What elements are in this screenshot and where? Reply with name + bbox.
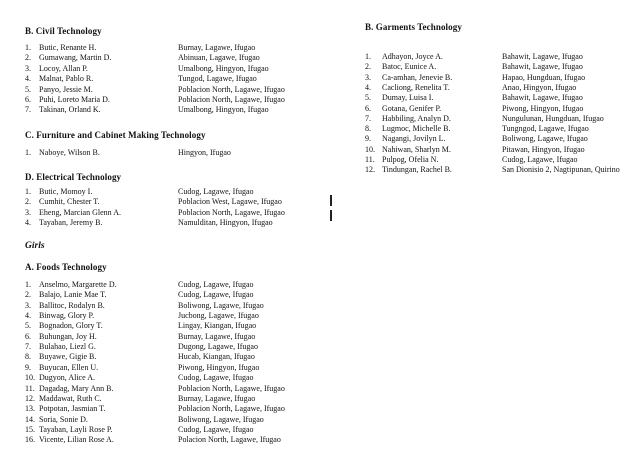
student-name: Pulpog, Ofelia N. bbox=[382, 155, 439, 164]
item-number: 15. bbox=[25, 424, 35, 434]
electrical-technology-heading: D. Electrical Technology bbox=[25, 172, 122, 182]
student-name: Cumhit, Chester T. bbox=[39, 197, 100, 207]
student-name: Tayaban, Jeremy B. bbox=[39, 218, 103, 228]
student-name: Locoy, Allan P. bbox=[39, 63, 88, 73]
student-name: Soria, Sonie D. bbox=[39, 414, 88, 424]
garments-technology-heading: B. Garments Technology bbox=[365, 22, 462, 32]
student-address: Bahawit, Lagawe, Ifugao bbox=[502, 52, 583, 61]
civil-technology-heading: B. Civil Technology bbox=[25, 26, 102, 36]
item-number: 1. bbox=[25, 280, 31, 289]
student-name: Nagangi, Jovilyn L. bbox=[382, 134, 446, 144]
furniture-technology-heading: C. Furniture and Cabinet Making Technology bbox=[25, 130, 206, 140]
item-number: 11. bbox=[365, 155, 375, 164]
student-name: Lugmoc, Michelle B. bbox=[382, 124, 451, 134]
item-number: 6. bbox=[25, 95, 31, 104]
item-number: 1. bbox=[25, 148, 31, 157]
student-name: Bognadon, Glory T. bbox=[39, 321, 103, 331]
student-address: Anao, Hingyon, Ifugao bbox=[502, 82, 577, 92]
item-number: 2. bbox=[25, 290, 31, 300]
item-number: 5. bbox=[25, 321, 31, 331]
student-name: Nahiwan, Sharlyn M. bbox=[382, 144, 451, 154]
item-number: 9. bbox=[365, 134, 371, 144]
item-number: 2. bbox=[365, 62, 371, 72]
student-name: Bulahao, Liezl G. bbox=[39, 342, 96, 352]
student-name: Dagadag, Mary Ann B. bbox=[39, 383, 114, 393]
foods-technology-heading: A. Foods Technology bbox=[25, 262, 107, 272]
student-address: Bahawit, Lagawe, Ifugao bbox=[502, 93, 583, 103]
item-number: 3. bbox=[25, 63, 31, 73]
student-name: Tayaban, Layli Rose P. bbox=[39, 424, 113, 434]
item-number: 2. bbox=[25, 53, 31, 63]
student-address: Cudog, Lagawe, Ifugao bbox=[502, 155, 578, 164]
student-name: Panyo, Jessie M. bbox=[39, 84, 93, 94]
student-address: Piwong, Hingyon, Ifugao bbox=[502, 103, 584, 113]
item-number: 6. bbox=[25, 331, 31, 341]
student-name: Cacliong, Renelita T. bbox=[382, 82, 450, 92]
student-name: Balajo, Lanie Mae T. bbox=[39, 290, 107, 300]
item-number: 7. bbox=[365, 113, 371, 123]
student-name: Gotana, Genifer P. bbox=[382, 103, 442, 113]
student-name: Naboye, Wilson B. bbox=[39, 148, 100, 157]
item-number: 3. bbox=[365, 72, 371, 82]
item-number: 14. bbox=[25, 414, 35, 424]
student-address: Cudog, Lagawe, Ifugao bbox=[178, 280, 254, 289]
student-name: Buyucan, Ellen U. bbox=[39, 362, 99, 372]
student-address: Umalbong, Hingyon, Ifugao bbox=[178, 63, 269, 73]
item-number: 4. bbox=[25, 218, 31, 228]
girls-heading: Girls bbox=[25, 241, 45, 251]
student-name: Takinan, Orland K. bbox=[39, 105, 101, 115]
student-address: Burnay, Lagawe, Ifugao bbox=[178, 43, 256, 52]
student-name: Dugyon, Alice A. bbox=[39, 373, 95, 383]
scan-mark bbox=[330, 210, 332, 221]
student-address: Cudog, Lagawe, Ifugao bbox=[178, 373, 254, 383]
item-number: 3. bbox=[25, 207, 31, 217]
student-address: San Dionisio 2, Nagtipunan, Quirino bbox=[502, 165, 620, 175]
student-name: Butic, Momoy I. bbox=[39, 187, 93, 196]
student-address: Boliwong, Lagawe, Ifugao bbox=[502, 134, 588, 144]
student-address: Lingay, Kiangan, Ifugao bbox=[178, 321, 257, 331]
student-address: Poblacion North, Lagawe, Ifugao bbox=[178, 95, 285, 104]
student-name: Anselmo, Margarette D. bbox=[39, 280, 117, 289]
student-address: Burnay, Lagawe, Ifugao bbox=[178, 331, 256, 341]
student-address: Hapao, Hungduan, Ifugao bbox=[502, 72, 586, 82]
student-name: Maddawat, Ruth C. bbox=[39, 393, 102, 403]
student-address: Hucab, Kiangan, Ifugao bbox=[178, 352, 255, 362]
student-name: Dumay, Luisa I. bbox=[382, 93, 434, 103]
student-name: Malnat, Pablo R. bbox=[39, 74, 94, 84]
student-address: Tungod, Lagawe, Ifugao bbox=[178, 74, 257, 84]
student-name: Tindungan, Rachel B. bbox=[382, 165, 452, 175]
item-number: 5. bbox=[365, 93, 371, 103]
student-name: Butic, Renante H. bbox=[39, 43, 97, 52]
student-address: Hingyon, Ifugao bbox=[178, 148, 231, 157]
item-number: 9. bbox=[25, 362, 31, 372]
student-name: Gumawang, Martin D. bbox=[39, 53, 112, 63]
student-name: Buhungan, Joy H. bbox=[39, 331, 97, 341]
item-number: 1. bbox=[365, 52, 371, 61]
student-address: Namulditan, Hingyon, Ifugao bbox=[178, 218, 273, 228]
student-name: Vicente, Lilian Rose A. bbox=[39, 435, 114, 445]
item-number: 16. bbox=[25, 435, 35, 445]
student-address: Poblacion North, Lagawe, Ifugao bbox=[178, 84, 285, 94]
item-number: 12. bbox=[25, 393, 35, 403]
student-address: Burnay, Lagawe, Ifugao bbox=[178, 393, 256, 403]
item-number: 10. bbox=[25, 373, 35, 383]
student-name: Ca-amhan, Jenevie B. bbox=[382, 72, 453, 82]
item-number: 4. bbox=[25, 311, 31, 321]
student-address: Poblacion North, Lagawe, Ifugao bbox=[178, 404, 285, 414]
student-address: Jucbong, Lagawe, Ifugao bbox=[178, 311, 259, 321]
student-address: Dugong, Lagawe, Ifugao bbox=[178, 342, 258, 352]
student-address: Poblacion West, Lagawe, Ifugao bbox=[178, 197, 282, 207]
student-address: Polacion North, Lagawe, Ifugao bbox=[178, 435, 281, 445]
item-number: 4. bbox=[25, 74, 31, 84]
student-name: Ballitoc, Rodalyn B. bbox=[39, 300, 105, 310]
item-number: 8. bbox=[25, 352, 31, 362]
item-number: 3. bbox=[25, 300, 31, 310]
student-address: Abinuan, Lagawe, Ifugao bbox=[178, 53, 260, 63]
student-name: Habbiling, Analyn D. bbox=[382, 113, 451, 123]
item-number: 6. bbox=[365, 103, 371, 113]
item-number: 7. bbox=[25, 342, 31, 352]
student-name: Eheng, Marcian Glenn A. bbox=[39, 207, 121, 217]
student-address: Bahawit, Lagawe, Ifugao bbox=[502, 62, 583, 72]
student-address: Poblacion North, Lagawe, Ifugao bbox=[178, 207, 285, 217]
student-name: Puhi, Loreto Maria D. bbox=[39, 95, 110, 104]
student-address: Tungngod, Lagawe, Ifugao bbox=[502, 124, 589, 134]
item-number: 11. bbox=[25, 383, 35, 393]
student-address: Cudog, Lagawe, Ifugao bbox=[178, 424, 254, 434]
student-name: Binwag, Glory P. bbox=[39, 311, 95, 321]
student-name: Batoc, Eunice A. bbox=[382, 62, 437, 72]
student-name: Buyawe, Gigie B. bbox=[39, 352, 97, 362]
item-number: 8. bbox=[365, 124, 371, 134]
student-address: Boliwong, Lagawe, Ifugao bbox=[178, 300, 264, 310]
student-address: Umalbong, Hingyon, Ifugao bbox=[178, 105, 269, 115]
item-number: 2. bbox=[25, 197, 31, 207]
item-number: 1. bbox=[25, 43, 31, 52]
item-number: 5. bbox=[25, 84, 31, 94]
item-number: 10. bbox=[365, 144, 375, 154]
item-number: 4. bbox=[365, 82, 371, 92]
item-number: 7. bbox=[25, 105, 31, 115]
student-address: Boliwong, Lagawe, Ifugao bbox=[178, 414, 264, 424]
student-name: Potpotan, Jasmian T. bbox=[39, 404, 106, 414]
student-address: Poblacion North, Lagawe, Ifugao bbox=[178, 383, 285, 393]
scan-mark bbox=[330, 195, 332, 206]
student-address: Pitawan, Hingyon, Ifugao bbox=[502, 144, 585, 154]
student-address: Cudog, Lagawe, Ifugao bbox=[178, 290, 254, 300]
student-address: Piwong, Hingyon, Ifugao bbox=[178, 362, 260, 372]
student-address: Nungulunan, Hungduan, Ifugao bbox=[502, 113, 604, 123]
student-address: Cudog, Lagawe, Ifugao bbox=[178, 187, 254, 196]
item-number: 13. bbox=[25, 404, 35, 414]
item-number: 1. bbox=[25, 187, 31, 196]
student-name: Adhayon, Joyce A. bbox=[382, 52, 443, 61]
item-number: 12. bbox=[365, 165, 375, 175]
